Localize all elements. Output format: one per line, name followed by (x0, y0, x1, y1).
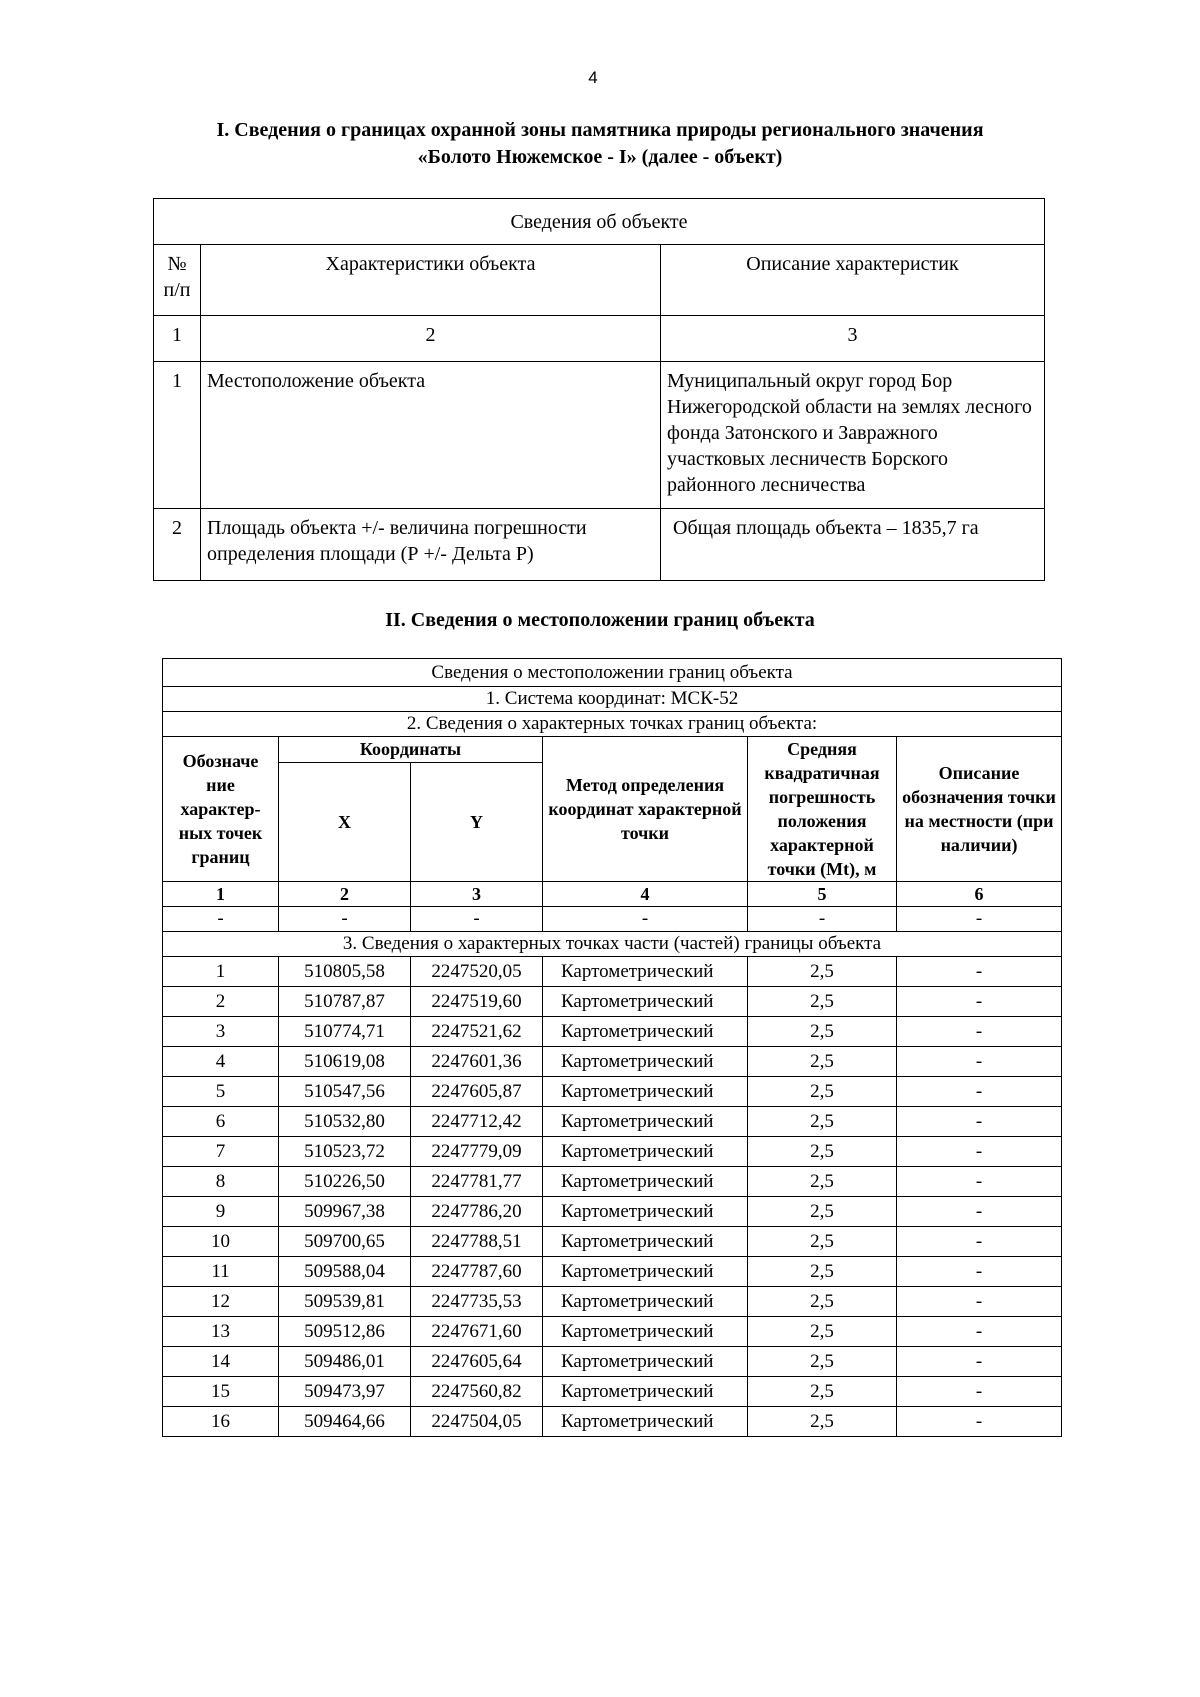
table-title: Сведения об объекте (154, 199, 1045, 245)
row-description: Общая площадь объекта – 1835,7 га (661, 509, 1045, 581)
point-number: 7 (163, 1137, 279, 1167)
mean-error: 2,5 (748, 957, 897, 987)
x-coordinate: 510619,08 (279, 1047, 411, 1077)
point-description: - (897, 1257, 1062, 1287)
y-coordinate: 2247605,87 (411, 1077, 543, 1107)
header-characteristics: Характеристики объекта (201, 245, 661, 316)
point-description: - (897, 1287, 1062, 1317)
point-number: 13 (163, 1317, 279, 1347)
mean-error: 2,5 (748, 1347, 897, 1377)
x-coordinate: 510532,80 (279, 1107, 411, 1137)
table-row (154, 509, 1045, 581)
point-description: - (897, 1407, 1062, 1437)
method: Картометрический (543, 1047, 748, 1077)
mean-error: 2,5 (748, 1377, 897, 1407)
col-number: 3 (411, 882, 543, 907)
y-coordinate: 2247788,51 (411, 1227, 543, 1257)
table-title: Сведения о местоположении границ объекта (163, 659, 1062, 687)
point-description: - (897, 1017, 1062, 1047)
col-number: 1 (154, 316, 201, 362)
mean-error: 2,5 (748, 1077, 897, 1107)
x-coordinate: 509967,38 (279, 1197, 411, 1227)
method: Картометрический (543, 1407, 748, 1437)
y-coordinate: 2247735,53 (411, 1287, 543, 1317)
table-row (163, 987, 1062, 1017)
table-row (163, 1047, 1062, 1077)
y-coordinate: 2247786,20 (411, 1197, 543, 1227)
y-coordinate: 2247671,60 (411, 1317, 543, 1347)
x-coordinate: 510226,50 (279, 1167, 411, 1197)
x-coordinate: 509700,65 (279, 1227, 411, 1257)
empty-cell: - (163, 907, 279, 932)
row-number: 2 (154, 509, 201, 581)
point-description: - (897, 1077, 1062, 1107)
y-coordinate: 2247605,64 (411, 1347, 543, 1377)
empty-cell: - (897, 907, 1062, 932)
header-designation: Обозначе ние характер-ных точек границ (163, 737, 279, 882)
empty-cell: - (279, 907, 411, 932)
col-number: 2 (201, 316, 661, 362)
method: Картометрический (543, 1287, 748, 1317)
method: Картометрический (543, 1077, 748, 1107)
mean-error: 2,5 (748, 1227, 897, 1257)
point-number: 16 (163, 1407, 279, 1437)
y-coordinate: 2247504,05 (411, 1407, 543, 1437)
point-number: 12 (163, 1287, 279, 1317)
point-description: - (897, 1107, 1062, 1137)
point-number: 2 (163, 987, 279, 1017)
col-number: 5 (748, 882, 897, 907)
table-row (163, 1137, 1062, 1167)
coord-system: 1. Система координат: МСК-52 (163, 687, 1062, 712)
x-coordinate: 509512,86 (279, 1317, 411, 1347)
header-method: Метод определения координат характерной точки (543, 737, 748, 882)
table-row (163, 1017, 1062, 1047)
point-number: 8 (163, 1167, 279, 1197)
row-name: Местоположение объекта (201, 362, 661, 509)
point-number: 14 (163, 1347, 279, 1377)
method: Картометрический (543, 1197, 748, 1227)
y-coordinate: 2247787,60 (411, 1257, 543, 1287)
x-coordinate: 509539,81 (279, 1287, 411, 1317)
point-description: - (897, 1317, 1062, 1347)
mean-error: 2,5 (748, 1287, 897, 1317)
empty-cell: - (748, 907, 897, 932)
table-row (154, 362, 1045, 509)
method: Картометрический (543, 1227, 748, 1257)
table-row (163, 1257, 1062, 1287)
point-number: 4 (163, 1047, 279, 1077)
row-description: Муниципальный округ город Бор Нижегородской области на землях лесного фонда Затонского и Завражного участковых лесничеств Борского районного лесничества (661, 362, 1045, 509)
table-row (163, 1107, 1062, 1137)
boundary-points-table (162, 658, 1062, 1437)
mean-error: 2,5 (748, 1017, 897, 1047)
y-coordinate: 2247521,62 (411, 1017, 543, 1047)
table-row (163, 1287, 1062, 1317)
point-description: - (897, 1167, 1062, 1197)
empty-cell: - (543, 907, 748, 932)
header-coordinates: Координаты (279, 737, 543, 763)
table-row (163, 1347, 1062, 1377)
point-description: - (897, 987, 1062, 1017)
y-coordinate: 2247712,42 (411, 1107, 543, 1137)
mean-error: 2,5 (748, 1197, 897, 1227)
page-number: 4 (588, 68, 598, 87)
point-description: - (897, 1047, 1062, 1077)
x-coordinate: 509464,66 (279, 1407, 411, 1437)
table-row (163, 1377, 1062, 1407)
method: Картометрический (543, 987, 748, 1017)
x-coordinate: 509588,04 (279, 1257, 411, 1287)
col-number: 2 (279, 882, 411, 907)
point-number: 9 (163, 1197, 279, 1227)
point-number: 5 (163, 1077, 279, 1107)
point-number: 11 (163, 1257, 279, 1287)
table-row (163, 1227, 1062, 1257)
object-info-table (153, 198, 1045, 581)
method: Картометрический (543, 1317, 748, 1347)
section1-title-line1: I. Сведения о границах охранной зоны памятника природы регионального значения (216, 119, 984, 141)
x-coordinate: 510774,71 (279, 1017, 411, 1047)
header-error: Средняя квадратичная погрешность положения характерной точки (Mt), м (748, 737, 897, 882)
mean-error: 2,5 (748, 1137, 897, 1167)
header-x: X (279, 762, 411, 881)
mean-error: 2,5 (748, 1407, 897, 1437)
point-number: 1 (163, 957, 279, 987)
empty-cell: - (411, 907, 543, 932)
points-title: 2. Сведения о характерных точках границ объекта: (163, 712, 1062, 737)
y-coordinate: 2247781,77 (411, 1167, 543, 1197)
point-description: - (897, 1197, 1062, 1227)
y-coordinate: 2247520,05 (411, 957, 543, 987)
x-coordinate: 510523,72 (279, 1137, 411, 1167)
col-number: 6 (897, 882, 1062, 907)
row-name: Площадь объекта +/- величина погрешности определения площади (Р +/- Дельта Р) (201, 509, 661, 581)
mean-error: 2,5 (748, 1047, 897, 1077)
y-coordinate: 2247601,36 (411, 1047, 543, 1077)
point-description: - (897, 1137, 1062, 1167)
x-coordinate: 509473,97 (279, 1377, 411, 1407)
table-row (163, 1077, 1062, 1107)
point-description: - (897, 1347, 1062, 1377)
header-y: Y (411, 762, 543, 881)
x-coordinate: 510547,56 (279, 1077, 411, 1107)
mean-error: 2,5 (748, 1257, 897, 1287)
method: Картометрический (543, 1017, 748, 1047)
section2-title: II. Сведения о местоположении границ объекта (385, 609, 815, 631)
table-row (163, 1407, 1062, 1437)
method: Картометрический (543, 957, 748, 987)
method: Картометрический (543, 1377, 748, 1407)
point-number: 3 (163, 1017, 279, 1047)
method: Картометрический (543, 1347, 748, 1377)
point-description: - (897, 1377, 1062, 1407)
y-coordinate: 2247519,60 (411, 987, 543, 1017)
method: Картометрический (543, 1167, 748, 1197)
table-row (163, 1197, 1062, 1227)
point-description: - (897, 1227, 1062, 1257)
section1-title-line2: «Болото Нюжемское - I» (далее - объект) (417, 146, 783, 168)
row-number: 1 (154, 362, 201, 509)
parts-title: 3. Сведения о характерных точках части (частей) границы объекта (163, 932, 1062, 957)
col-number: 4 (543, 882, 748, 907)
point-number: 10 (163, 1227, 279, 1257)
method: Картометрический (543, 1257, 748, 1287)
method: Картометрический (543, 1137, 748, 1167)
x-coordinate: 509486,01 (279, 1347, 411, 1377)
header-description: Описание характеристик (661, 245, 1045, 316)
mean-error: 2,5 (748, 1107, 897, 1137)
point-description: - (897, 957, 1062, 987)
mean-error: 2,5 (748, 1167, 897, 1197)
mean-error: 2,5 (748, 987, 897, 1017)
table-row (163, 1317, 1062, 1347)
x-coordinate: 510787,87 (279, 987, 411, 1017)
mean-error: 2,5 (748, 1317, 897, 1347)
table-row (163, 957, 1062, 987)
header-description: Описание обозначения точки на местности (при наличии) (897, 737, 1062, 882)
method: Картометрический (543, 1107, 748, 1137)
x-coordinate: 510805,58 (279, 957, 411, 987)
header-number: № п/п (154, 245, 201, 316)
col-number: 1 (163, 882, 279, 907)
y-coordinate: 2247560,82 (411, 1377, 543, 1407)
y-coordinate: 2247779,09 (411, 1137, 543, 1167)
point-number: 15 (163, 1377, 279, 1407)
table-row (163, 1167, 1062, 1197)
col-number: 3 (661, 316, 1045, 362)
point-number: 6 (163, 1107, 279, 1137)
